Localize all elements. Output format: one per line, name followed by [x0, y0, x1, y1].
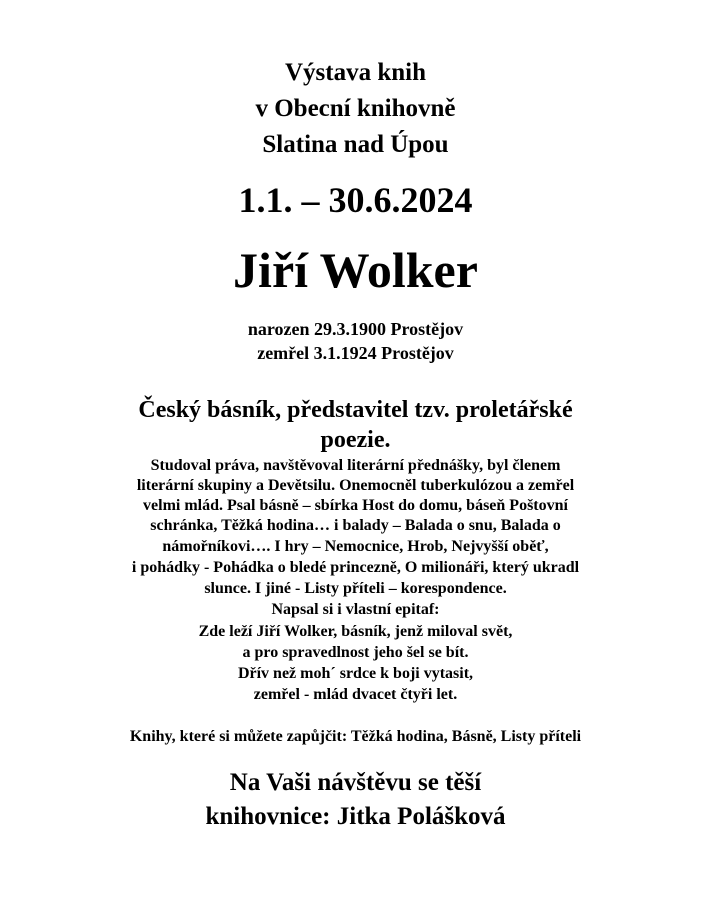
exhibition-title-line: v Obecní knihovně	[255, 95, 456, 122]
footer-greeting: Na Vaši návštěvu se těší	[229, 769, 482, 796]
author-death: zemřel 3.1.1924 Prostějov	[257, 343, 454, 363]
author-birth: narozen 29.3.1900 Prostějov	[247, 319, 464, 339]
author-name: Jiří Wolker	[233, 242, 478, 298]
available-books: Knihy, které si můžete zapůjčit: Těžká hodina, Básně, Listy příteli	[129, 728, 582, 745]
epitaph-line: zemřel - mlád dvacet čtyři let.	[253, 686, 458, 703]
bio-line: literární skupiny a Devětsilu. Onemocněl tuberkulózou a zemřel	[136, 477, 575, 494]
exhibition-dates: 1.1. – 30.6.2024	[238, 180, 473, 220]
epitaph-line: a pro spravedlnost jeho šel se bít.	[242, 644, 469, 661]
bio-line: námořníkovi…. I hry – Nemocnice, Hrob, Nejvyšší oběť,	[162, 538, 549, 555]
author-tagline-line: poezie.	[320, 427, 391, 453]
epitaph-intro: Napsal si i vlastní epitaf:	[271, 601, 440, 618]
exhibition-title-line: Slatina nad Úpou	[262, 131, 449, 158]
bio-line: Studoval práva, navštěvoval literární přednášky, byl členem	[150, 457, 561, 474]
epitaph-line: Zde leží Jiří Wolker, básník, jenž miloval svět,	[198, 623, 513, 640]
footer-librarian: knihovnice: Jitka Polášková	[205, 803, 506, 830]
author-tagline-line: Český básník, představitel tzv. proletářské	[138, 397, 573, 423]
bio-line: slunce. I jiné - Listy příteli – korespondence.	[204, 580, 507, 597]
bio-line: i pohádky - Pohádka o bledé princezně, O milionáři, který ukradl	[131, 559, 580, 576]
bio-line: velmi mlád. Psal básně – sbírka Host do domu, báseň Poštovní	[143, 497, 568, 514]
bio-line: schránka, Těžká hodina… i balady – Balada o snu, Balada o	[150, 517, 561, 534]
epitaph-line: Dřív než moh´ srdce k boji vytasit,	[237, 665, 474, 682]
exhibition-title-line: Výstava knih	[284, 59, 426, 86]
